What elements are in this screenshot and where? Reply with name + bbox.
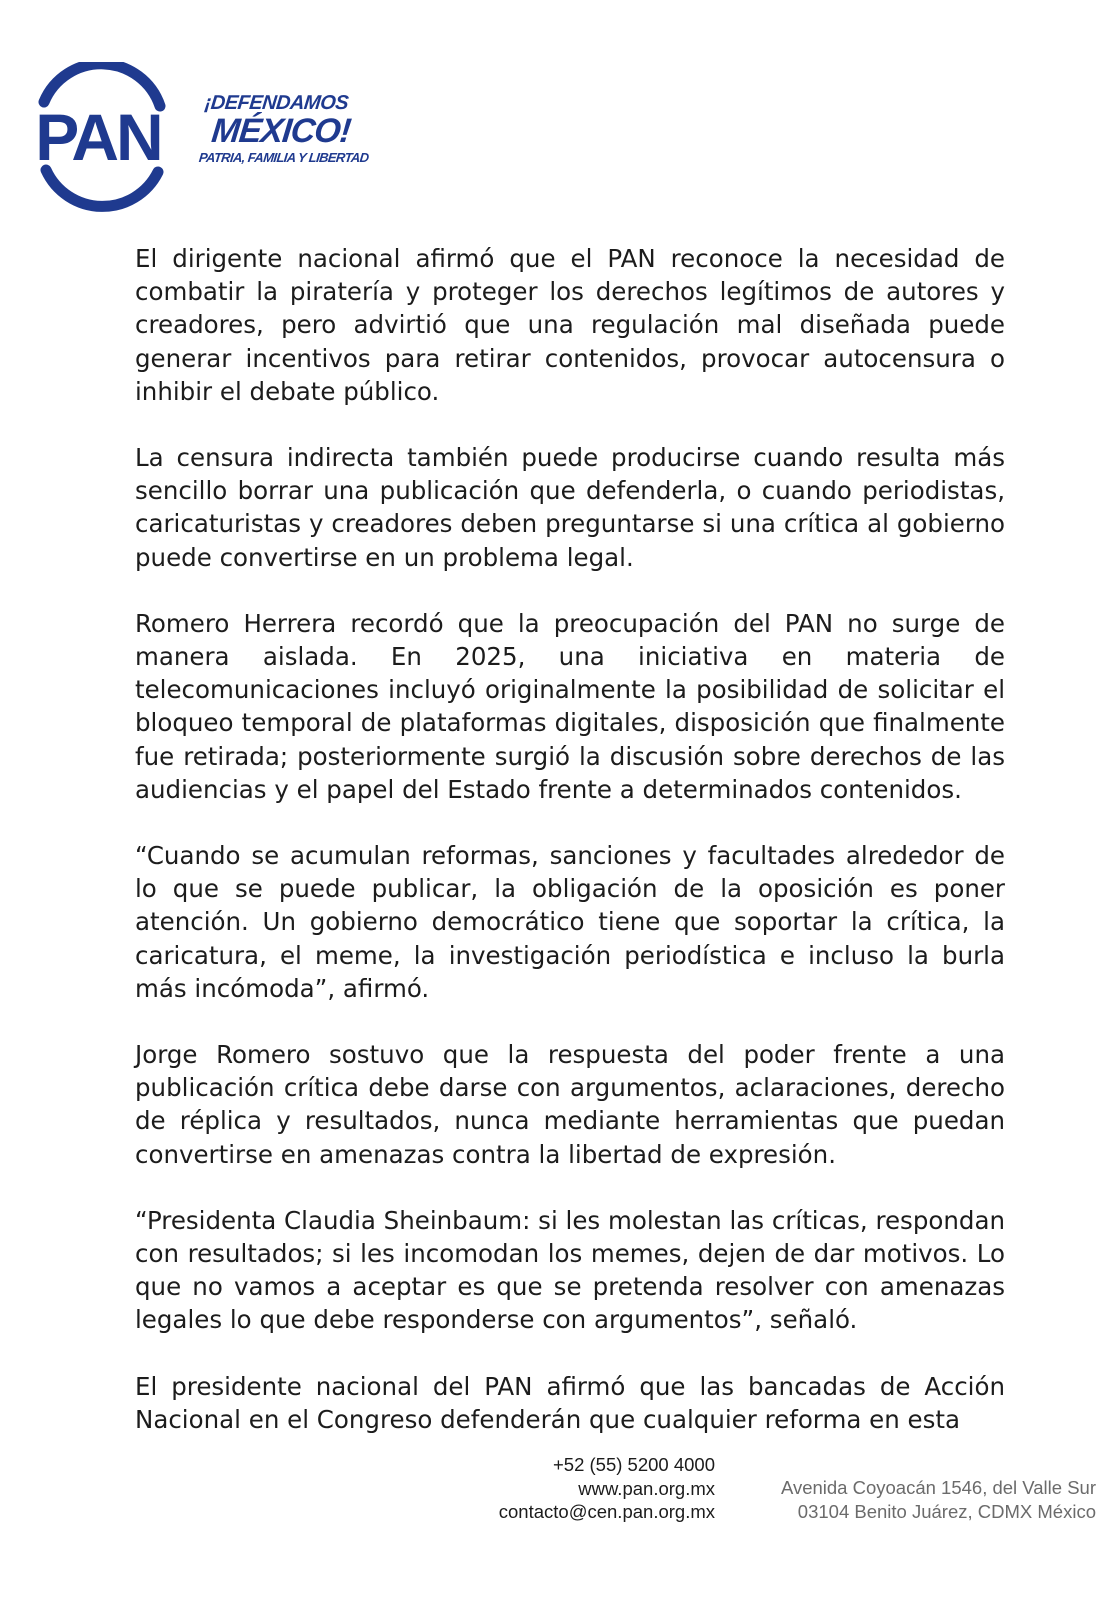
slogan-line-2: MÉXICO!: [209, 112, 353, 150]
footer-address-line-1: Avenida Coyoacán 1546, del Valle Sur: [780, 1477, 1096, 1498]
paragraph: “Presidenta Claudia Sheinbaum: si les molestan las críticas, respondan con resultados; si les incomodan los memes, dejen de dar motivos. Lo que no vamos a aceptar es que se pretenda resolver con amenazas legales lo que debe responderse con argumentos”, señaló.: [135, 1205, 1005, 1335]
letterhead: [10, 62, 370, 212]
paragraph: Romero Herrera recordó que la preocupación del PAN no surge de manera aislada. En 2025, una iniciativa en materia de telecomunicaciones incluyó originalmente la posibilidad de solicitar el bloqueo temporal de plataformas digitales, disposición que finalmente fue retirada; posteriormente surgió la discusión sobre derechos de las audiencias y el papel del Estado frente a determinados contenidos.: [135, 608, 1005, 804]
footer-phone: +52 (55) 5200 4000: [552, 1454, 715, 1475]
slogan-line-1: ¡DEFENDAMOS: [203, 92, 350, 114]
svg-text:PAN: PAN: [35, 100, 161, 174]
paragraph: Jorge Romero sostuvo que la respuesta del poder frente a una publicación crítica debe darse con argumentos, aclaraciones, derecho de réplica y resultados, nunca mediante herramientas que puedan convertirse en amenazas contra la libertad de expresión.: [135, 1040, 1005, 1169]
document-body: [135, 242, 1005, 1469]
paragraph: “Cuando se acumulan reformas, sanciones y facultades alrededor de lo que se puede publicar, la obligación de la oposición es poner atención. Un gobierno democrático tiene que soportar la crítica, la caricatura, el meme, la investigación periodística e incluso la burla más incómoda”, afirmó.: [135, 841, 1005, 1003]
footer-contact: [415, 1453, 715, 1524]
paragraph: El presidente nacional del PAN afirmó que las bancadas de Acción Nacional en el Congreso defenderán que cualquier reforma en esta: [135, 1371, 1005, 1434]
paragraph: La censura indirecta también puede producirse cuando resulta más sencillo borrar una publicación que defenderla, o cuando periodistas, caricaturistas y creadores deben preguntarse si una crítica al gobierno puede convertirse en un problema legal.: [135, 443, 1005, 572]
slogan: [198, 92, 376, 166]
footer-email: contacto@cen.pan.org.mx: [498, 1501, 715, 1522]
paragraph: El dirigente nacional afirmó que el PAN reconoce la necesidad de combatir la piratería y proteger los derechos legítimos de autores y creadores, pero advirtió que una regulación mal diseñada puede generar incentivos para retirar contenidos, provocar autocensura o inhibir el debate público.: [135, 244, 1005, 406]
footer-address-line-2: 03104 Benito Juárez, CDMX México: [797, 1500, 1096, 1522]
footer-website: www.pan.org.mx: [578, 1477, 715, 1499]
pan-logo: [10, 62, 190, 212]
footer-address: [730, 1476, 1096, 1523]
slogan-line-3: PATRIA, FAMILIA Y LIBERTAD: [198, 150, 370, 165]
